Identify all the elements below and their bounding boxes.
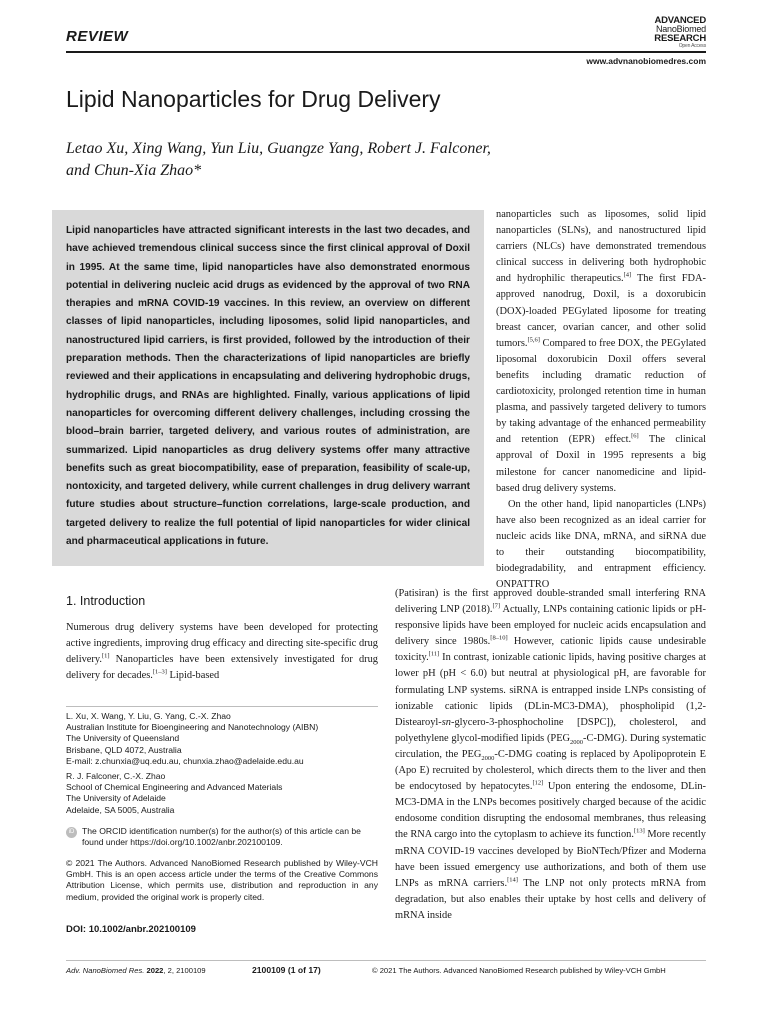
affiliation-university: The University of Adelaide [66, 793, 166, 804]
citation-ref[interactable]: [7] [492, 602, 501, 610]
citation-ref[interactable]: [4] [623, 271, 632, 279]
logo-line-2: NanoBiomed [655, 24, 706, 34]
affiliation-email[interactable]: E-mail: z.chunxia@uq.edu.au, chunxia.zhao@adelaide.edu.au [66, 755, 304, 766]
affiliation-block-2 [66, 771, 378, 816]
citation-ref[interactable]: [1–3] [152, 668, 167, 676]
affiliation-authors: R. J. Falconer, C.-X. Zhao [66, 771, 166, 781]
orcid-text[interactable]: The ORCID identification number(s) for the author(s) of this article can be found under https://doi.org/10.1002/anbr.202100109. [82, 826, 361, 848]
citation-ref[interactable]: [12] [532, 779, 544, 787]
journal-url-link[interactable]: www.advnanobiomedres.com [586, 56, 706, 66]
affiliation-institute: Australian Institute for Bioengineering and Nanotechnology (AIBN) [66, 722, 319, 733]
introduction-paragraph: Numerous drug delivery systems have been developed for protecting active ingredients, improving drug efficacy and directing site-specific drug delivery.[1] Nanoparticles have been extensively investigated for drug delivery for decades.[1–3] Lipid-based [66, 622, 378, 682]
affiliation-university: The University of Queensland [66, 733, 180, 744]
citation-ref[interactable]: [13] [633, 827, 645, 835]
logo-tagline: Open Access [678, 43, 706, 49]
citation-ref[interactable]: [5,6] [527, 336, 540, 344]
citation-ref[interactable]: [14] [507, 876, 518, 884]
orcid-note [66, 826, 378, 848]
affiliation-divider [66, 706, 378, 707]
footer-copyright: © 2021 The Authors. Advanced NanoBiomed Research published by Wiley-VCH GmbH [372, 966, 666, 975]
logo-line-3: RESEARCH [654, 33, 706, 44]
orcid-icon[interactable]: iD [66, 827, 77, 838]
affiliation-address: Adelaide, SA 5005, Australia [66, 804, 175, 815]
right-column [496, 207, 706, 593]
affiliation-school: School of Chemical Engineering and Advanced Materials [66, 782, 283, 793]
section-label: REVIEW [66, 28, 129, 45]
citation-ref[interactable]: [1] [101, 652, 110, 660]
footer-rule [66, 960, 706, 961]
affiliation-authors: L. Xu, X. Wang, Y. Liu, G. Yang, C.-X. Zhao [66, 711, 231, 721]
citation-ref[interactable]: [8–10] [490, 634, 508, 642]
affiliation-address: Brisbane, QLD 4072, Australia [66, 744, 182, 755]
right-paragraph-2: On the other hand, lipid nanoparticles (LNPs) have also been recognized as an ideal carrier for nucleic acids like DNA, mRNA, and siRNA due to their outstanding biocompatibility, biodegradability, and entrapment efficiency. ONPATTRO [496, 498, 706, 591]
right-paragraph-1: nanoparticles such as liposomes, solid lipid nanoparticles (SLNs), and nanostructured lipid carriers (NLCs) have demonstrated tremendous clinical success in delivering both hydrophobic and hydrophilic therapeutics.[4] The first FDA-approved nanodrug, Doxil, is a doxorubicin (DOX)-loaded PEGylated liposome for treating breast cancer, ovarian cancer, and other solid tumors.[5,6] Compared to free DOX, the PEGylated liposomal doxorubicin Doxil offers several benefits including dramatic reduction of cardiotoxicity, prolonged retention time in human plasma, and passively targeted delivery to tumors by taking advantage of the enhanced permeability and retention (EPR) effect.[6] The clinical approval of Doxil in 1995 represents a big milestone for cancer nanomedicine and lipid-based drug delivery systems. [496, 209, 706, 494]
citation-ref[interactable]: [6] [631, 432, 639, 440]
header-rule [66, 51, 706, 53]
journal-logo[interactable] [636, 16, 706, 50]
affiliation-block-1 [66, 711, 378, 767]
doi-link[interactable]: DOI: 10.1002/anbr.202100109 [66, 924, 196, 935]
authors-line-2: and Chun-Xia Zhao* [66, 162, 202, 179]
section-heading-introduction: 1. Introduction [66, 594, 146, 608]
right-column-lower: (Patisiran) is the first approved double-stranded small interfering RNA delivering LNP (2018).[7] Actually, LNPs containing cationic lipids or pH-responsive lipids have been employed for nucleic acids encapsulation and delivery since 1980s.[8–10] However, cationic lipids cause undesirable toxicity.[11] In contrast, ionizable cationic lipids, having positive charges at lower pH (pH < 6.0) but neutral at physiological pH, are favorable for formulating LNP systems. siRNA is entrapped inside LNPs consisting of ionizable cationic lipids (DLin-MC3-DMA), phospholipid (1,2-Distearoyl-sn-glycero-3-phosphocholine [DSPC]), cholesterol, and polyethylene glycol-modified lipids $(PEG_{2000}-C-DMG)$. During systematic circulation, the $PEG_{2000}-C$-DMG coating is replaced by Apolipoprotein E (Apo E) recruited by cholesterol, which directs them to the liver and then be endocytosed by hepatocytes.[12] Upon entering the endosome, DLin-MC3-DMA in the LNPs becomes positively charged because of the acidic endosome condition disrupting the endosomal membranes, thus releasing the RNA cargo into the cytoplasm to achieve its function.[13] More recently mRNA COVID-19 vaccines developed by BioNTech/Pfizer and Moderna have been issued emergency use authorizations, and both of them use LNPs as mRNA carriers.[14] The LNP not only protects mRNA from degradation, but also enables their uptake by host cells and delivery of mRNA inside [395, 588, 707, 921]
abstract-text: Lipid nanoparticles have attracted significant interests in the last two decades, and have achieved tremendous clinical success since the first clinical approval of Doxil in 1995. At the same time, lipid nanoparticles have also demonstrated enormous potential in delivering nucleic acid drugs as evidenced by the approval of two RNA therapies and mRNA COVID-19 vaccines. In this review, an overview on different classes of lipid nanoparticles, including liposomes, solid lipid nanoparticles, and nanostructured lipid carriers, is first provided, followed by the introduction of their preparation methods. Then the characterizations of lipid nanoparticles are briefly reviewed and their applications in encapsulating and delivering hydrophobic drugs, hydrophilic drugs, and RNAs are highlighted. Finally, various applications of lipid nanoparticles for overcoming different delivery challenges, including crossing the blood–brain barrier, targeted delivery, and various routes of administration, are summarized. Lipid nanoparticles as drug delivery systems offer many attractive benefits such as great biocompatibility, ease of preparation, feasibility of scale-up, nontoxicity, and targeted delivery, while current challenges in drug delivery warrant future studies about structure–function correlations, large-scale production, and targeted delivery to realize the full potential of lipid nanoparticles for wider clinical and pharmaceutical applications in future. [66, 225, 470, 548]
footer-page-number: 2100109 (1 of 17) [252, 965, 321, 975]
logo-line-1: ADVANCED [654, 15, 706, 26]
citation-ref[interactable]: [11] [428, 650, 440, 658]
footer-citation: Adv. NanoBiomed Res. 2022, 2, 2100109 [66, 966, 206, 975]
author-list [66, 138, 626, 182]
authors-line-1: Letao Xu, Xing Wang, Yun Liu, Guangze Yang, Robert J. Falconer, [66, 140, 491, 157]
article-title: Lipid Nanoparticles for Drug Delivery [66, 86, 441, 112]
license-note: © 2021 The Authors. Advanced NanoBiomed Research published by Wiley-VCH GmbH. This is an open access article under the terms of the Creative Commons Attribution License, which permits use, distribution and reproduction in any medium, provided the original work is properly cited. [66, 858, 378, 902]
